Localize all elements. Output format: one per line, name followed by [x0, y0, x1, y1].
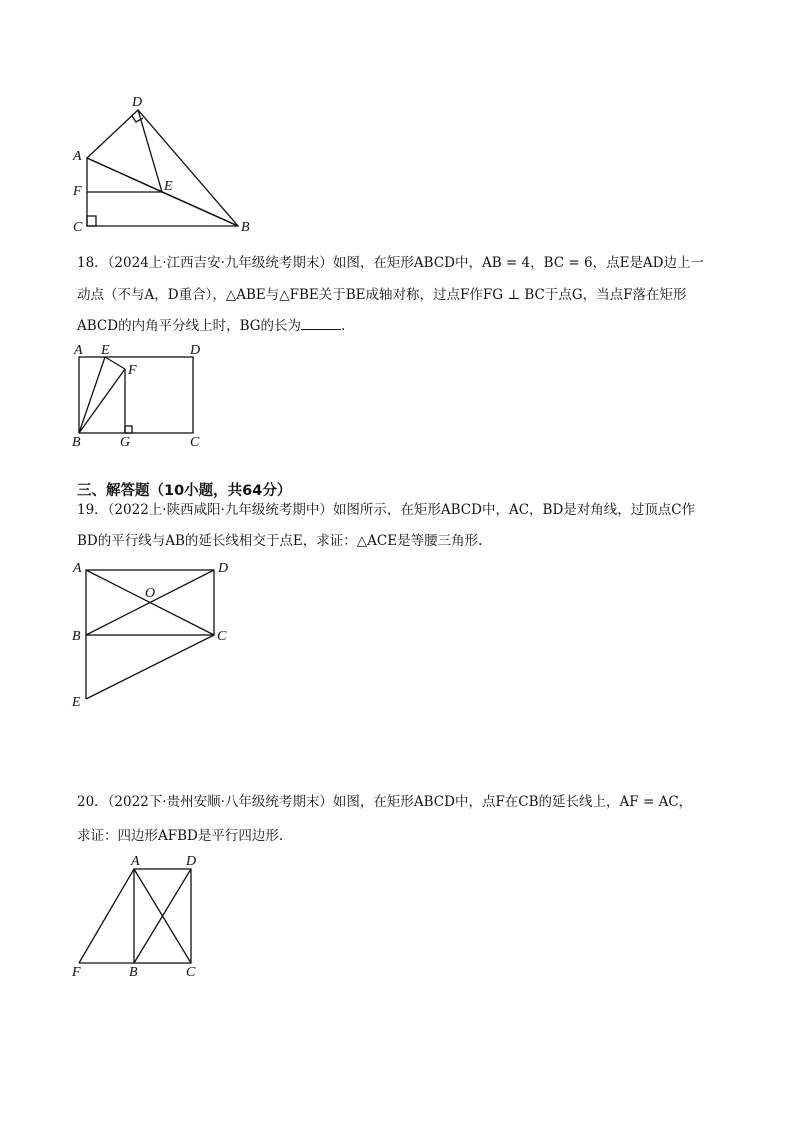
figure-17: [60, 88, 260, 238]
fig18-label-f: F: [128, 363, 137, 378]
fig19-label-b: B: [72, 629, 81, 644]
fig18-label-b: B: [72, 435, 81, 450]
fig17-label-b: B: [241, 220, 250, 235]
fig17-label-f: F: [73, 184, 82, 199]
fig18-label-c: C: [190, 435, 200, 450]
fig17-label-d: D: [132, 95, 143, 110]
fig17-label-e: E: [164, 179, 173, 194]
q20-line1: 20．（2022下·贵州安顺·八年级统考期末）如图，在矩形ABCD中，点F在CB的延长线上，AF = AC，: [77, 794, 693, 810]
fig18-label-a: A: [74, 343, 83, 358]
q20-line2: 求证：四边形AFBD是平行四边形.: [77, 828, 284, 844]
q18-line3: ABCD的内角平分线上时，BG的长为 .: [77, 315, 345, 337]
q18-line2: 动点（不与A，D重合），△ABE与△FBE关于BE成轴对称，过点F作FG ⊥ BC于点G，当点F落在矩形: [77, 287, 687, 303]
figure-18: [68, 340, 218, 452]
fig19-label-e: E: [72, 695, 81, 710]
fig18-label-g: G: [120, 435, 131, 450]
fig19-label-a: A: [73, 561, 82, 576]
figure-20: [64, 850, 214, 982]
fig20-label-f: F: [72, 965, 81, 980]
fig17-label-a: A: [73, 149, 82, 164]
fig19-label-c: C: [217, 629, 227, 644]
q18-line3-text: ABCD的内角平分线上时，BG的长为: [77, 318, 302, 334]
figure-19: [68, 558, 238, 710]
fig20-label-b: B: [129, 965, 138, 980]
fig18-label-d: D: [190, 343, 201, 358]
fig19-label-d: D: [218, 561, 229, 576]
fig17-label-c: C: [73, 220, 83, 235]
q18-line1: 18．（2024上·江西吉安·九年级统考期末）如图，在矩形ABCD中，AB = 4，BC = 6，点E是AD边上一: [77, 255, 705, 271]
fig20-label-a: A: [131, 854, 140, 869]
section-title: 三、解答题（10小题，共64分）: [77, 483, 292, 499]
fig18-label-e: E: [101, 343, 110, 358]
q19-line2: BD的平行线与AB的延长线相交于点E，求证：△ACE是等腰三角形.: [77, 533, 483, 549]
fig19-label-o: O: [145, 586, 156, 601]
q19-line1: 19．（2022上·陕西咸阳·九年级统考期中）如图所示，在矩形ABCD中，AC，BD是对角线，过顶点C作: [77, 502, 696, 518]
fig20-label-c: C: [186, 965, 196, 980]
fig20-label-d: D: [186, 854, 197, 869]
q18-answer-blank[interactable]: [301, 315, 341, 330]
